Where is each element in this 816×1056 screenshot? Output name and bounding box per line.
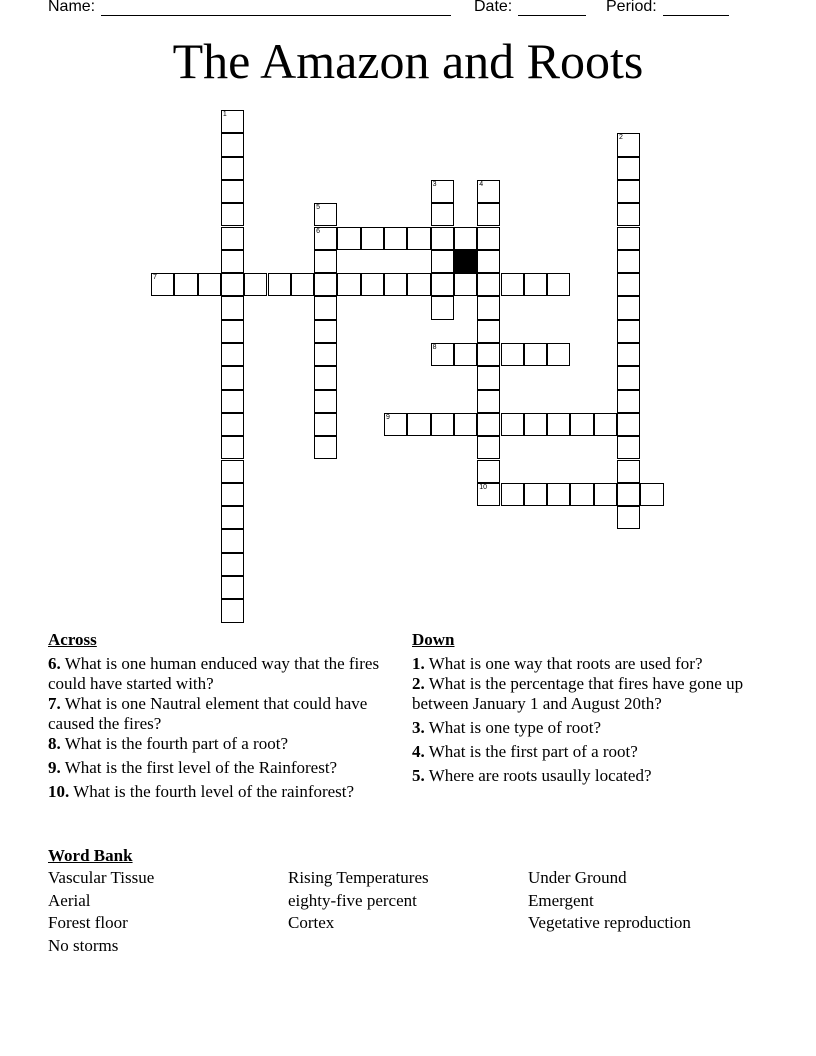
name-line xyxy=(101,0,451,16)
word-bank-item: Rising Temperatures xyxy=(288,868,429,887)
grid-cell[interactable] xyxy=(221,553,244,576)
clue-num: 7. xyxy=(48,694,61,713)
grid-cell[interactable] xyxy=(640,483,663,506)
grid-cell[interactable] xyxy=(221,483,244,506)
grid-cell[interactable] xyxy=(617,273,640,296)
word-bank-item: Cortex xyxy=(288,913,335,933)
grid-cell[interactable] xyxy=(221,250,244,273)
period-label: Period: xyxy=(606,0,657,15)
down-clue xyxy=(412,766,747,786)
clue-text: What is one way that roots are used for? xyxy=(428,654,703,673)
grid-cell[interactable] xyxy=(477,483,500,506)
grid-cell[interactable] xyxy=(594,483,617,506)
down-heading: Down xyxy=(412,630,455,649)
grid-cell[interactable] xyxy=(454,273,477,296)
clue-text: What is one human enduced way that the fires could have started with? xyxy=(48,654,380,693)
clue-number: 8 xyxy=(432,344,437,351)
word-bank-heading: Word Bank xyxy=(48,846,133,865)
clue-number: 5 xyxy=(316,204,320,212)
grid-cell[interactable] xyxy=(617,320,640,343)
grid-cell[interactable] xyxy=(501,273,524,296)
grid-cell[interactable] xyxy=(244,273,267,296)
grid-cell[interactable] xyxy=(547,273,570,296)
clue-text: What is the first part of a root? xyxy=(428,742,638,761)
page-title: The Amazon and Roots xyxy=(172,33,644,89)
across-clue xyxy=(48,734,383,754)
clue-text: What is one type of root? xyxy=(428,718,602,737)
grid-cell[interactable] xyxy=(617,157,640,180)
grid-cell[interactable] xyxy=(407,227,430,250)
grid-cell[interactable] xyxy=(314,273,337,296)
grid-cell[interactable] xyxy=(617,203,640,226)
grid-cell[interactable] xyxy=(477,413,500,436)
clue-num: 5. xyxy=(412,766,425,785)
clue-num: 9. xyxy=(48,758,61,777)
word-bank-item: No storms xyxy=(48,936,119,956)
across-clues xyxy=(48,630,383,802)
grid-cell[interactable] xyxy=(221,366,244,389)
date-field[interactable] xyxy=(474,0,586,16)
word-bank-item: Vegetative reproduction xyxy=(528,913,691,933)
grid-cell[interactable] xyxy=(151,273,174,296)
clue-text: Where are roots usaully located? xyxy=(428,766,652,785)
grid-cell[interactable] xyxy=(477,366,500,389)
clue-num: 8. xyxy=(48,734,61,753)
grid-cell[interactable] xyxy=(431,227,454,250)
grid-cell[interactable] xyxy=(221,133,244,156)
across-heading: Across xyxy=(48,630,97,649)
grid-cell[interactable] xyxy=(477,203,500,226)
word-bank-item: Aerial xyxy=(48,890,91,910)
grid-cell[interactable] xyxy=(337,273,360,296)
grid-cell[interactable] xyxy=(501,483,524,506)
down-clue xyxy=(412,654,747,674)
period-line xyxy=(663,0,729,16)
grid-cell[interactable] xyxy=(617,460,640,483)
grid-cell[interactable] xyxy=(617,133,640,156)
across-clue xyxy=(48,758,383,778)
clue-num: 6. xyxy=(48,654,61,673)
clue-number: 4 xyxy=(479,180,484,188)
grid-cell[interactable] xyxy=(314,343,337,366)
grid-cell[interactable] xyxy=(314,366,337,389)
clue-number: 2 xyxy=(619,134,623,142)
grid-cell[interactable] xyxy=(314,227,337,250)
grid-cell[interactable] xyxy=(384,227,407,250)
period-field[interactable] xyxy=(606,0,729,16)
grid-cell[interactable] xyxy=(501,343,524,366)
grid-cell[interactable] xyxy=(594,413,617,436)
grid-cell[interactable] xyxy=(431,250,454,273)
grid-cell[interactable] xyxy=(617,506,640,529)
grid-cell[interactable] xyxy=(524,273,547,296)
down-clue xyxy=(412,718,747,738)
grid-cell[interactable] xyxy=(431,413,454,436)
grid-cell[interactable] xyxy=(477,343,500,366)
grid-cell[interactable] xyxy=(221,157,244,180)
grid-cell[interactable] xyxy=(221,203,244,226)
grid-cell[interactable] xyxy=(617,250,640,273)
grid-cell[interactable] xyxy=(314,390,337,413)
grid-cell[interactable] xyxy=(221,296,244,319)
grid-cell[interactable] xyxy=(431,273,454,296)
grid-cell[interactable] xyxy=(361,273,384,296)
across-clue xyxy=(48,694,383,734)
grid-cell[interactable] xyxy=(524,413,547,436)
grid-cell[interactable] xyxy=(221,390,244,413)
clue-number: 9 xyxy=(386,413,390,421)
grid-cell[interactable] xyxy=(570,483,593,506)
grid-cell[interactable] xyxy=(501,413,524,436)
grid-cell[interactable] xyxy=(617,413,640,436)
grid-cell[interactable] xyxy=(221,436,244,459)
clue-text: What is the percentage that fires have gone up between January 1 and August 20th? xyxy=(412,674,744,713)
clue-num: 3. xyxy=(412,718,425,737)
grid-cell[interactable] xyxy=(384,273,407,296)
grid-cell[interactable] xyxy=(617,227,640,250)
grid-cell[interactable] xyxy=(524,343,547,366)
grid-cell[interactable] xyxy=(454,227,477,250)
grid-cell[interactable] xyxy=(337,227,360,250)
word-bank-item: Forest floor xyxy=(48,913,128,933)
grid-cell[interactable] xyxy=(547,483,570,506)
grid-cell[interactable] xyxy=(477,390,500,413)
grid-cell[interactable] xyxy=(314,436,337,459)
clue-text: What is the fourth level of the rainforest? xyxy=(73,782,355,801)
grid-cell[interactable] xyxy=(454,413,477,436)
grid-cell[interactable] xyxy=(454,343,477,366)
word-bank-item: Vascular Tissue xyxy=(48,868,155,887)
grid-cell[interactable] xyxy=(477,250,500,273)
grid-cell[interactable] xyxy=(477,436,500,459)
grid-cell[interactable] xyxy=(477,227,500,250)
down-clue xyxy=(412,742,747,762)
grid-cell[interactable] xyxy=(431,203,454,226)
name-field[interactable] xyxy=(48,0,451,16)
clue-num: 10. xyxy=(48,782,70,801)
across-clue xyxy=(48,654,383,694)
grid-cell[interactable] xyxy=(524,483,547,506)
grid-cell[interactable] xyxy=(221,180,244,203)
grid-cell[interactable] xyxy=(314,250,337,273)
grid-cell[interactable] xyxy=(477,320,500,343)
grid-cell[interactable] xyxy=(314,296,337,319)
grid-cell[interactable] xyxy=(221,413,244,436)
clue-number: 7 xyxy=(153,274,157,282)
grid-cell[interactable] xyxy=(431,343,454,366)
grid-cell[interactable] xyxy=(361,227,384,250)
black-cell xyxy=(454,250,477,273)
grid-cell[interactable] xyxy=(314,203,337,226)
name-label: Name: xyxy=(48,0,96,15)
word-bank-item: Under Ground xyxy=(528,868,627,887)
clue-num: 1. xyxy=(412,654,425,673)
grid-cell[interactable] xyxy=(221,273,244,296)
grid-cell[interactable] xyxy=(477,273,500,296)
grid-cell[interactable] xyxy=(291,273,314,296)
grid-cell[interactable] xyxy=(384,413,407,436)
grid-cell[interactable] xyxy=(221,320,244,343)
clue-number: 1 xyxy=(222,111,227,118)
grid-cell[interactable] xyxy=(407,273,430,296)
grid-cell[interactable] xyxy=(221,343,244,366)
grid-cell[interactable] xyxy=(547,413,570,436)
grid-cell[interactable] xyxy=(221,506,244,529)
grid-cell[interactable] xyxy=(477,296,500,319)
grid-cell[interactable] xyxy=(174,273,197,296)
clue-num: 4. xyxy=(412,742,425,761)
clue-text: What is one Nautral element that could have caused the fires? xyxy=(48,694,368,733)
grid-cell[interactable] xyxy=(221,529,244,552)
clue-number: 3 xyxy=(432,180,437,188)
grid-cell[interactable] xyxy=(617,366,640,389)
crossword-grid xyxy=(151,110,711,630)
grid-cell[interactable] xyxy=(617,343,640,366)
clue-text: What is the first level of the Rainforest? xyxy=(64,758,338,777)
word-bank-item: Emergent xyxy=(528,890,594,910)
clue-num: 2. xyxy=(412,674,425,693)
grid-cell[interactable] xyxy=(617,483,640,506)
grid-cell[interactable] xyxy=(221,599,244,622)
down-clue xyxy=(412,674,747,714)
date-label: Date: xyxy=(474,0,513,15)
grid-cell[interactable] xyxy=(198,273,221,296)
grid-cell[interactable] xyxy=(617,436,640,459)
across-clue xyxy=(48,782,383,802)
grid-cell[interactable] xyxy=(547,343,570,366)
grid-cell[interactable] xyxy=(268,273,291,296)
clue-number: 6 xyxy=(316,227,320,235)
grid-cell[interactable] xyxy=(477,180,500,203)
grid-cell[interactable] xyxy=(431,180,454,203)
grid-cell[interactable] xyxy=(221,460,244,483)
grid-cell[interactable] xyxy=(407,413,430,436)
grid-cell[interactable] xyxy=(477,460,500,483)
grid-cell[interactable] xyxy=(221,576,244,599)
down-clues xyxy=(412,630,747,786)
date-line xyxy=(518,0,586,16)
grid-cell[interactable] xyxy=(221,227,244,250)
clue-text: What is the fourth part of a root? xyxy=(64,734,288,753)
word-bank-item: eighty-five percent xyxy=(288,890,417,910)
grid-cell[interactable] xyxy=(314,413,337,436)
grid-cell[interactable] xyxy=(431,296,454,319)
grid-cell[interactable] xyxy=(314,320,337,343)
grid-cell[interactable] xyxy=(617,296,640,319)
grid-cell[interactable] xyxy=(221,110,244,133)
grid-cell[interactable] xyxy=(617,390,640,413)
clue-number: 10 xyxy=(479,483,487,491)
grid-cell[interactable] xyxy=(617,180,640,203)
grid-cell[interactable] xyxy=(570,413,593,436)
